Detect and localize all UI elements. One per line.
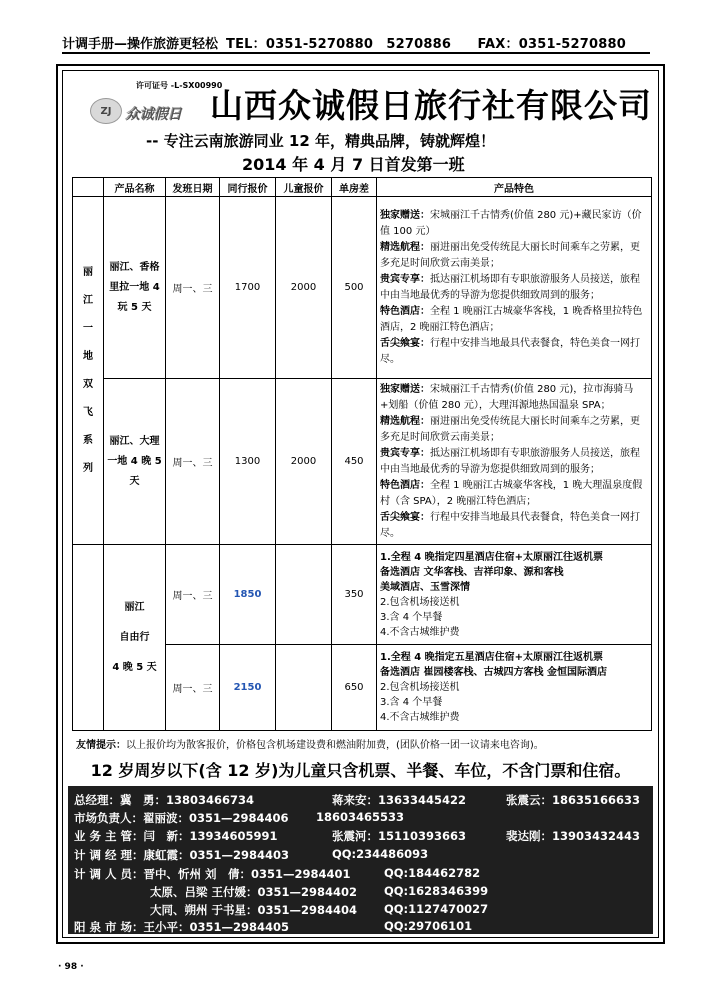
slogan: 计调手册—操作旅游更轻松 <box>62 37 219 52</box>
page-number: · 98 · <box>58 962 84 972</box>
peer-price: 1850 <box>220 545 276 645</box>
contact-row: 计 调 人 员：晋中、忻州 刘 倩：0351—2984401 QQ:184462782 <box>74 866 481 881</box>
logo-text: 众诚假日 <box>126 107 182 123</box>
table-row <box>73 545 652 645</box>
single-supplement: 500 <box>332 197 377 379</box>
contacts-panel <box>68 786 653 934</box>
product-name: 丽江、香格里拉一地 4 玩 5 天 <box>104 197 166 379</box>
free-name-line: 自由行 <box>119 631 150 643</box>
peer-price: 1300 <box>220 379 276 545</box>
company-logo <box>86 92 202 130</box>
product-features: 1.全程 4 晚指定四星酒店住宿+太原丽江往返机票 备选酒店 文华客栈、吉祥印象、源和客栈 美域酒店、玉雪深情 2.包含机场接送机 3.含 4 个早餐 4.不含古城维护费 <box>377 545 652 645</box>
logo-mark-icon: ZJ <box>90 98 122 124</box>
contact-row: 总经理：冀 勇：13803466734 蒋来安：13633445422 张震云：18635166633 <box>74 793 641 807</box>
contact-row: 阳 泉 市 场：王小平：0351—2984405 QQ:29706101 <box>74 919 473 934</box>
license-number: 许可证号 -L-SX00990 <box>136 81 223 90</box>
header <box>72 72 652 176</box>
contact-row: 市场负责人：翟丽波：0351—2984406 18603465533 <box>74 810 405 825</box>
header-peer-price: 同行报价 <box>220 178 276 197</box>
header-product-features: 产品特色 <box>377 178 652 197</box>
departure-days: 周一、三 <box>166 379 220 545</box>
category-char: 系 <box>83 434 93 446</box>
child-price-empty <box>276 645 332 731</box>
table-row <box>73 197 652 379</box>
category-char: 丽 <box>83 266 93 278</box>
header-product-name: 产品名称 <box>104 178 166 197</box>
header-child-price: 儿童报价 <box>276 178 332 197</box>
departure-days: 周一、三 <box>166 197 220 379</box>
category-label <box>73 197 104 545</box>
table-header-row <box>73 178 652 197</box>
free-name-line: 丽江 <box>124 601 145 613</box>
contact-row: 计 调 经 理：康虹霞：0351—2984403 QQ:234486093 <box>74 847 429 862</box>
header-single-supplement: 单房差 <box>332 178 377 197</box>
tip-label: 友情提示： <box>76 740 126 751</box>
product-name: 丽江、大理一地 4 晚 5 天 <box>104 379 166 545</box>
child-price: 2000 <box>276 197 332 379</box>
departure-days: 周一、三 <box>166 645 220 731</box>
product-features: 独家赠送：宋城丽江千古情秀(价值 280 元)+藏民家访（价值 100 元） 精选航程：丽进丽出免受传统昆大丽长时间乘车之劳累，更多充足时间欣赏云南美景； 贵宾专享：抵达丽江机场即有专职旅游服务人员接送，旅程中由当地最优秀的导游为您提供细致周到的服务； 特色酒店：全程 1 晚丽江古城豪华客栈，1 晚香格里拉特色酒店，2 晚丽江特色酒店； 舌尖飨宴：行程中安排当地最具代表餐食，特色美食一网打尽。 <box>377 197 652 379</box>
product-table <box>72 177 652 731</box>
child-policy-note: 12 岁周岁以下(含 12 岁)为儿童只含机票、半餐、车位，不含门票和住宿。 <box>90 761 631 780</box>
free-name-line: 4 晚 5 天 <box>112 661 157 673</box>
header-departure-date: 发班日期 <box>166 178 220 197</box>
category-char: 双 <box>83 378 93 390</box>
single-supplement: 350 <box>332 545 377 645</box>
tagline: -- 专注云南旅游同业 12 年，精典品牌，铸就辉煌！ <box>146 132 495 150</box>
departure-date: 2014 年 4 月 7 日首发第一班 <box>242 155 465 174</box>
product-features: 独家赠送：宋城丽江千古情秀(价值 280 元)，拉市海骑马+划船（价值 280 元），大理洱源地热国温泉 SPA； 精选航程：丽进丽出免受传统昆大丽长时间乘车之劳累，更多充足时间欣赏云南美景； 贵宾专享：抵达丽江机场即有专职旅游服务人员接送，旅程中由当地最优秀的导游为您提供细致周到的服务； 特色酒店：全程 1 晚丽江古城豪华客栈，1 晚大理温泉度假村（含 SPA），2 晚丽江特色酒店； 舌尖飨宴：行程中安排当地最具代表餐食，特色美食一网打尽。 <box>377 379 652 545</box>
category-char: 地 <box>83 350 93 362</box>
single-supplement: 450 <box>332 379 377 545</box>
company-name: 山西众诚假日旅行社有限公司 <box>210 86 652 125</box>
category-char: 江 <box>83 294 93 306</box>
departure-days: 周一、三 <box>166 545 220 645</box>
contact-row: 太原、吕梁 王付媛：0351—2984402 QQ:1628346399 <box>150 884 489 899</box>
child-price: 2000 <box>276 379 332 545</box>
free-travel-name <box>104 545 166 731</box>
product-features: 1.全程 4 晚指定五星酒店住宿+太原丽江往返机票 备选酒店 崔园楼客栈、古城四方客栈 金恒国际酒店 2.包含机场接送机 3.含 4 个早餐 4.不含古城维护费 <box>377 645 652 731</box>
category-char: 一 <box>83 322 93 334</box>
header-blank <box>73 178 104 197</box>
table-row <box>73 379 652 545</box>
category-char: 飞 <box>83 406 93 418</box>
friendly-tip <box>76 736 544 751</box>
top-bar <box>62 34 650 54</box>
contact-phones: TEL：0351-5270880 5270886 FAX：0351-5270880 <box>226 37 627 52</box>
advertisement-frame <box>56 64 665 944</box>
contact-row: 大同、朔州 于书星：0351—2984404 QQ:1127470027 <box>150 902 489 917</box>
contact-row: 业 务 主 管：闫 新：13934605991 张震河：15110393663 裴达刚：13903432443 <box>74 829 641 843</box>
category-blank <box>73 545 104 731</box>
peer-price: 2150 <box>220 645 276 731</box>
peer-price: 1700 <box>220 197 276 379</box>
category-char: 列 <box>83 462 93 474</box>
tip-text: 以上报价均为散客报价，价格包含机场建设费和燃油附加费，(团队价格一团一议请来电咨询)。 <box>126 740 544 751</box>
single-supplement: 650 <box>332 645 377 731</box>
child-price-empty <box>276 545 332 645</box>
